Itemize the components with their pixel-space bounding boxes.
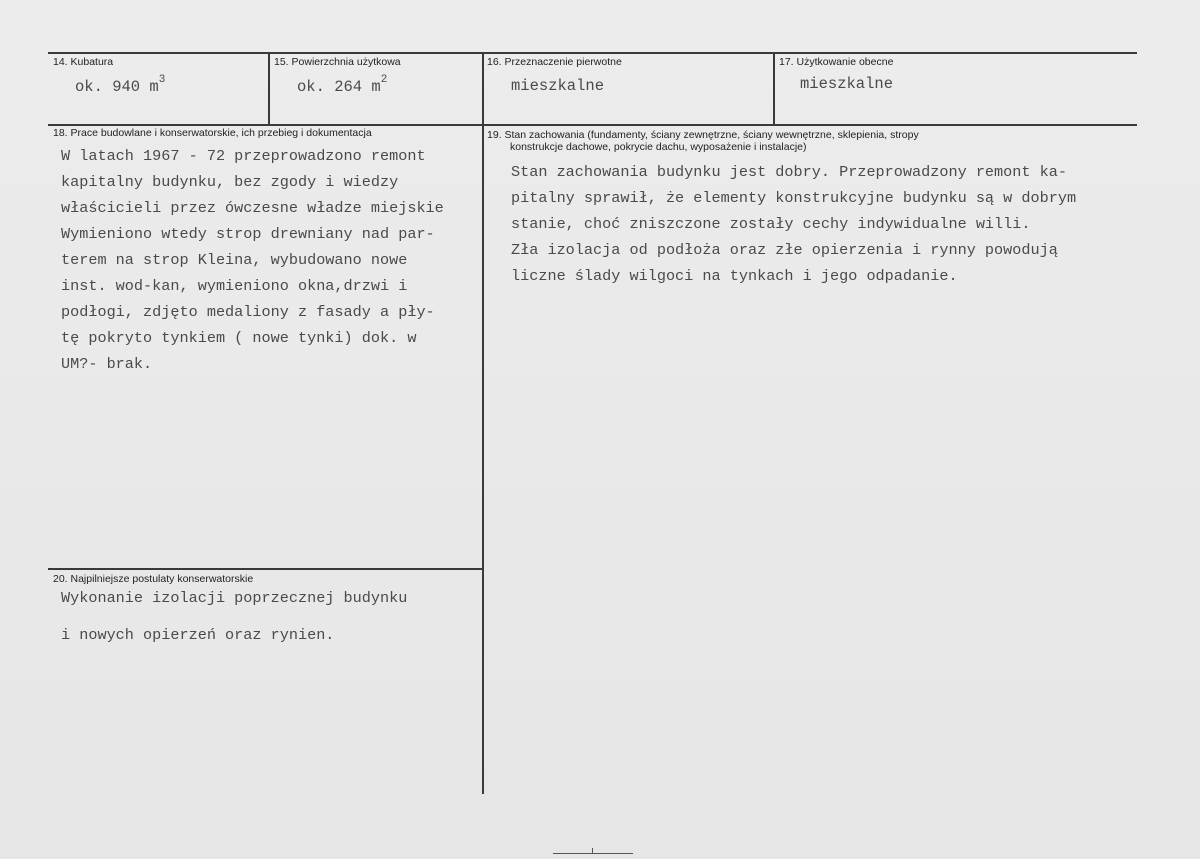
field-17-label: 17. Użytkowanie obecne [779, 56, 894, 68]
field-14-unit-exponent: 3 [158, 74, 166, 86]
field-19-text [511, 159, 1076, 289]
field-19-label-line2: konstrukcje dachowe, pokrycie dachu, wyposażenie i instalacje) [510, 141, 807, 153]
field-18-line: tę pokryto tynkiem ( nowe tynki) dok. w [61, 329, 417, 347]
top-rule [48, 52, 1137, 54]
divider-16-17 [773, 52, 775, 125]
divider-15-16 [482, 52, 484, 794]
field-14-value [75, 74, 166, 97]
field-14-value-text: ok. 940 m [75, 78, 159, 97]
field-20-line: i nowych opierzeń oraz rynien. [61, 626, 335, 644]
bottom-tick-mark [592, 848, 593, 854]
field-19-line: Zła izolacja od podłoża oraz złe opierzenia i rynny powodują [511, 241, 1058, 259]
field-15-value-text: ok. 264 m [297, 78, 381, 97]
field-14-label: 14. Kubatura [53, 56, 114, 68]
field-20-label: 20. Najpilniejsze postulaty konserwatorskie [53, 573, 254, 585]
field-19-line: liczne ślady wilgoci na tynkach i jego odpadanie. [511, 267, 958, 285]
field-18-line: W latach 1967 - 72 przeprowadzono remont [61, 147, 426, 165]
field-19-line: Stan zachowania budynku jest dobry. Przeprowadzony remont ka- [511, 163, 1067, 181]
field-17-value: mieszkalne [800, 75, 894, 93]
field-20-text [61, 585, 407, 648]
field-18-label: 18. Prace budowlane i konserwatorskie, ich przebieg i dokumentacja [53, 127, 372, 139]
field-19-line: pitalny sprawił, że elementy konstrukcyjne budynku są w dobrym [511, 189, 1077, 207]
field-15-value [297, 74, 388, 97]
field-18-line: kapitalny budynku, bez zgody i wiedzy [61, 173, 399, 191]
field-20-line: Wykonanie izolacji poprzecznej budynku [61, 589, 408, 607]
field-18-text [61, 143, 444, 377]
field-19-label [487, 129, 919, 153]
field-18-line: właścicieli przez ówczesne władze miejskie [61, 199, 444, 217]
field-18-line: inst. wod-kan, wymieniono okna,drzwi i [61, 277, 408, 295]
field-18-line: terem na strop Kleina, wybudowano nowe [61, 251, 408, 269]
divider-14-15 [268, 52, 270, 125]
field-18-line: Wymieniono wtedy strop drewniany nad par- [61, 225, 435, 243]
field-18-line: UM?- brak. [61, 355, 153, 373]
field-15-label: 15. Powierzchnia użytkowa [274, 56, 401, 68]
field-15-unit-exponent: 2 [380, 74, 388, 86]
row1-bottom-rule [48, 124, 1137, 126]
field-19-label-line1: 19. Stan zachowania (fundamenty, ściany zewnętrzne, ściany wewnętrzne, sklepienia, stropy [487, 129, 919, 141]
field-19-line: stanie, choć zniszczone zostały cechy indywidualne willi. [511, 215, 1031, 233]
field-16-label: 16. Przeznaczenie pierwotne [487, 56, 622, 68]
field-18-line: podłogi, zdjęto medaliony z fasady a pły- [61, 303, 435, 321]
field-16-value: mieszkalne [511, 77, 605, 95]
section20-top-rule [48, 568, 483, 570]
